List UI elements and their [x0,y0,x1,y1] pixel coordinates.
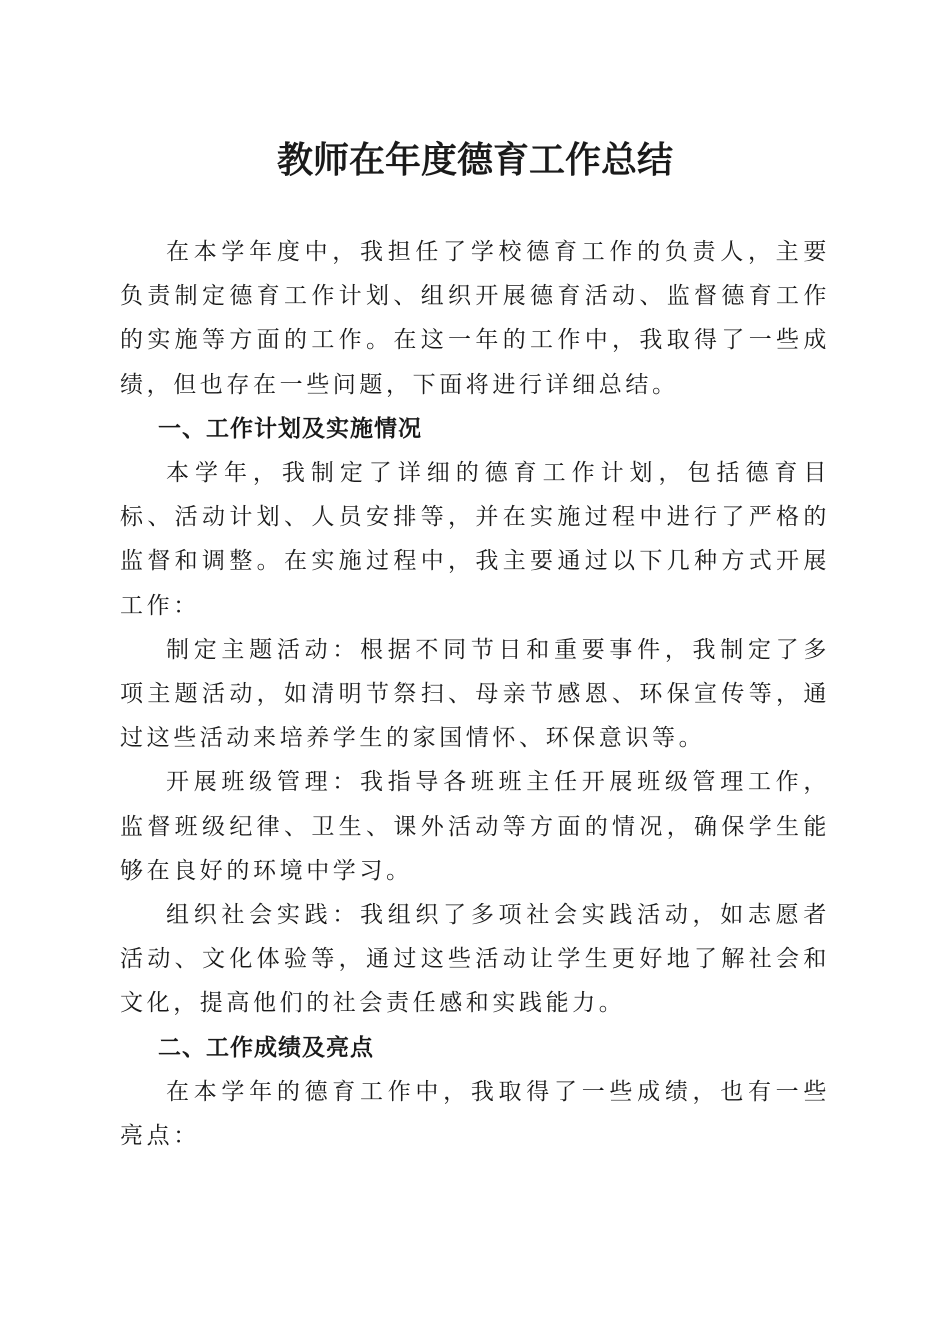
section-heading-plan: 一、工作计划及实施情况 [158,415,422,442]
paragraph-social-practice: 组织社会实践：我组织了多项社会实践活动，如志愿者活动、文化体验等，通过这些活动让学生更好地了解社会和文化，提高他们的社会责任感和实践能力。 [120,902,830,1017]
paragraph-class-management: 开展班级管理：我指导各班班主任开展班级管理工作，监督班级纪律、卫生、课外活动等方面的情况，确保学生能够在良好的环境中学习。 [120,769,830,884]
document-title: 教师在年度德育工作总结 [276,139,673,181]
paragraph-theme-activities: 制定主题活动：根据不同节日和重要事件，我制定了多项主题活动，如清明节祭扫、母亲节感恩、环保宣传等，通过这些活动来培养学生的家国情怀、环保意识等。 [120,636,830,752]
paragraph-intro: 在本学年度中，我担任了学校德育工作的负责人，主要负责制定德育工作计划、组织开展德育活动、监督德育工作的实施等方面的工作。在这一年的工作中，我取得了一些成绩，但也存在一些问题，下面将进行详细总结。 [120,239,830,398]
paragraph-achievements: 在本学年的德育工作中，我取得了一些成绩，也有一些亮点： [120,1078,830,1150]
section-heading-achievements: 二、工作成绩及亮点 [158,1034,374,1061]
paragraph-plan: 本学年，我制定了详细的德育工作计划，包括德育目标、活动计划、人员安排等，并在实施过程中进行了严格的监督和调整。在实施过程中，我主要通过以下几种方式开展工作： [120,460,830,619]
document-body [120,230,830,1158]
